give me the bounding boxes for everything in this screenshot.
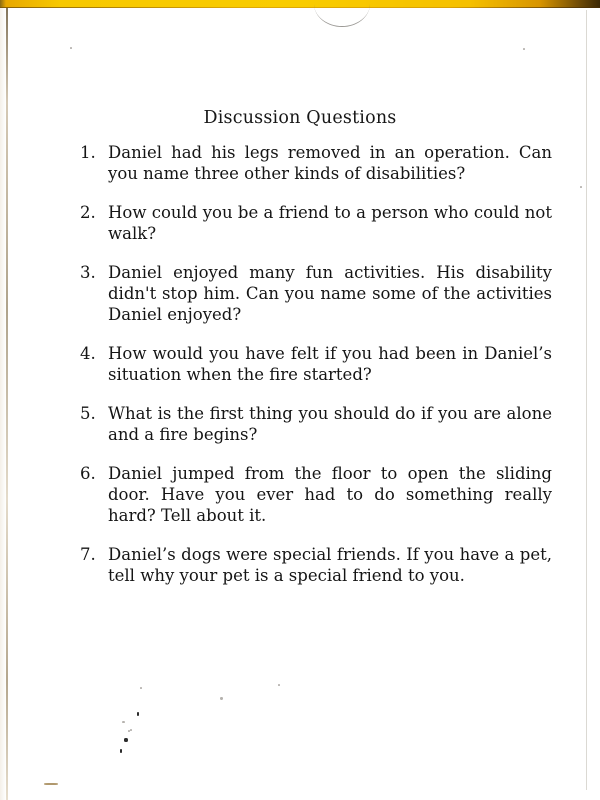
binding-edge-line <box>6 8 8 800</box>
dust-speck <box>120 749 122 753</box>
question-number: 4. <box>80 344 96 363</box>
dust-speck <box>122 721 125 723</box>
question-item <box>78 202 552 244</box>
question-item <box>78 262 552 325</box>
question-text: How could you be a friend to a person who could not walk? <box>108 203 552 243</box>
page-title: Discussion Questions <box>203 108 397 128</box>
dust-speck <box>140 687 142 689</box>
question-item <box>78 544 552 586</box>
question-number: 6. <box>80 464 96 483</box>
dust-speck <box>137 712 139 716</box>
question-text: How would you have felt if you had been in Daniel’s situation when the fire started? <box>108 344 552 384</box>
question-item <box>78 343 552 385</box>
question-item <box>78 403 552 445</box>
question-text: Daniel had his legs removed in an operation. Can you name three other kinds of disabilities? <box>108 143 552 183</box>
discussion-question-list <box>78 142 552 604</box>
dust-speck <box>523 48 525 50</box>
dust-speck <box>70 47 72 49</box>
question-number: 2. <box>80 203 96 222</box>
dust-speck <box>220 697 223 700</box>
question-number: 5. <box>80 404 96 423</box>
dust-speck <box>124 738 128 742</box>
dust-speck <box>44 783 58 785</box>
question-text: Daniel enjoyed many fun activities. His disability didn't stop him. Can you name some of the activities Daniel enjoyed? <box>108 263 552 324</box>
dust-speck <box>130 729 132 731</box>
dust-speck <box>278 684 280 686</box>
page-right-edge-line <box>586 10 587 790</box>
question-item <box>78 142 552 184</box>
question-item <box>78 463 552 526</box>
question-number: 7. <box>80 545 96 564</box>
question-number: 3. <box>80 263 96 282</box>
question-text: Daniel jumped from the floor to open the sliding door. Have you ever had to do something really hard? Tell about it. <box>108 464 552 525</box>
dust-speck <box>580 186 582 188</box>
question-text: Daniel’s dogs were special friends. If you have a pet, tell why your pet is a special friend to you. <box>108 545 552 585</box>
dust-speck <box>128 730 130 732</box>
question-number: 1. <box>80 143 96 162</box>
question-text: What is the first thing you should do if you are alone and a fire begins? <box>108 404 552 444</box>
scanner-top-color-band <box>0 0 600 8</box>
